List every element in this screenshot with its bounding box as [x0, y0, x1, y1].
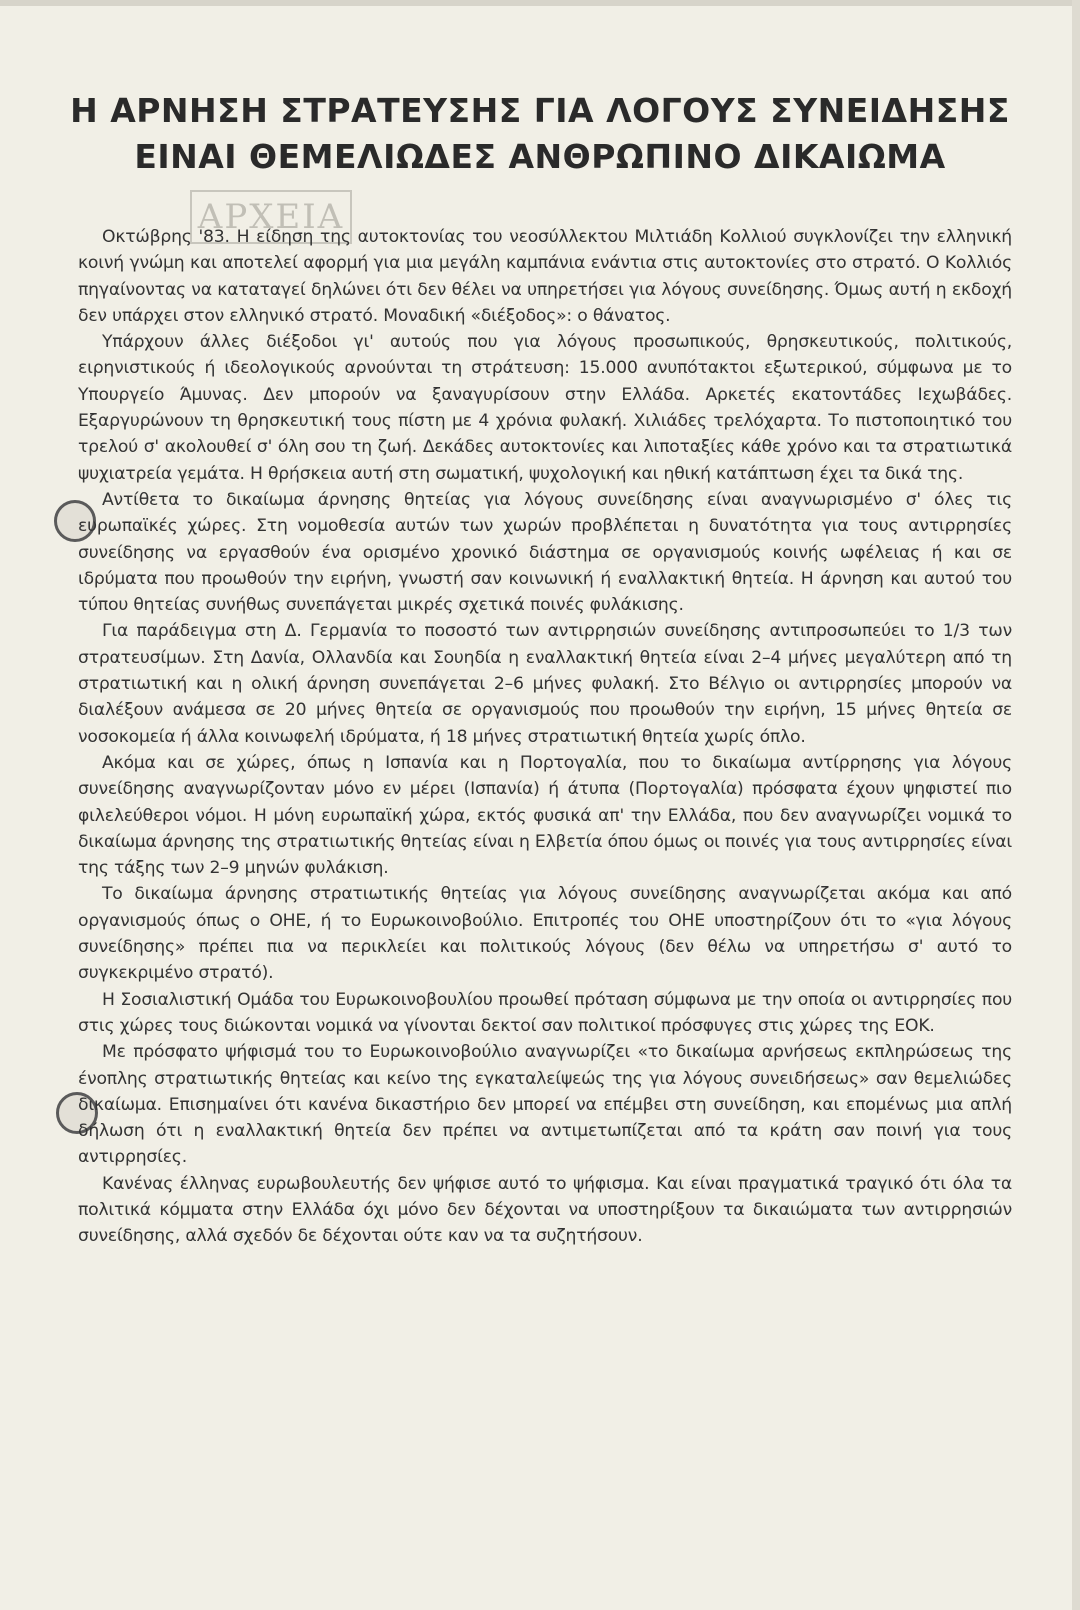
- paragraph: Με πρόσφατο ψήφισμά του το Ευρωκοινοβούλιο αναγνωρίζει «το δικαίωμα αρνήσεως εκπληρώσεως της ένοπλης στρατιωτικής θητείας και κείνο της εγκαταλείψεώς της για λόγους συνειδήσεως» σαν θεμελιώδες δικαίωμα. Επισημαίνει ότι κανένα δικαστήριο δεν μπορεί να επέμβει στη συνείδηση, και επομένως μια απλή δήλωση ότι η εναλλακτική θητεία δεν πρέπει να αντιμετωπίζεται από τα κράτη σαν ποινή για τους αντιρρησίες.: [78, 1042, 1012, 1168]
- paragraph: Το δικαίωμα άρνησης στρατιωτικής θητείας για λόγους συνείδησης αναγνωρίζεται ακόμα και από οργανισμούς όπως ο ΟΗΕ, ή το Ευρωκοινοβούλιο. Επιτροπές του ΟΗΕ υποστηρίζουν ότι το «για λόγους συνείδησης» πρέπει πια να περικλείει και πολιτικούς λόγους (δεν θέλω να υπηρετήσω σ' αυτό το συγκεκριμένο στρατό).: [78, 884, 1012, 984]
- paragraph: Η Σοσιαλιστική Ομάδα του Ευρωκοινοβουλίου προωθεί πρόταση σύμφωνα με την οποία οι αντιρρησίες που στις χώρες τους διώκονται νομικά να γίνονται δεκτοί σαν πολιτικοί πρόσφυγες στις χώρες της ΕΟΚ.: [78, 989, 1012, 1036]
- document-title: [60, 88, 1020, 180]
- paragraph: Υπάρχουν άλλες διέξοδοι γι' αυτούς που για λόγους προσωπικούς, θρησκευτικούς, πολιτικούς, ειρηνιστικούς ή ιδεολογικούς αρνούνται τη στράτευση: 15.000 ανυπότακτοι εξωτερικού, σύμφωνα με το Υπουργείο Άμυνας. Δεν μπορούν να ξαναγυρίσουν στην Ελλάδα. Αρκετές εκατοντάδες Ιεχωβάδες. Εξαργυρώνουν τη θρησκευτική τους πίστη με 4 χρόνια φυλακή. Χιλιάδες τρελόχαρτα. Το πιστοποιητικό του τρελού σ' ακολουθεί σ' όλη σου τη ζωή. Δεκάδες αυτοκτονίες και λιποταξίες κάθε χρόνο και τα στρατιωτικά ψυχιατρεία γεμάτα. Η θρήσκεια αυτή στη σωματική, ψυχολογική και ηθική κατάπτωση έχει τα δικά της.: [78, 332, 1012, 484]
- paragraph: Ακόμα και σε χώρες, όπως η Ισπανία και η Πορτογαλία, που το δικαίωμα αντίρρησης για λόγους συνείδησης αναγνωρίζονταν μόνο εν μέρει (Ισπανία) ή άτυπα (Πορτογαλία) πρόσφατα έχουν ψηφιστεί πιο φιλελεύθεροι νόμοι. Η μόνη ευρωπαϊκή χώρα, εκτός φυσικά απ' την Ελλάδα, που δεν αναγνωρίζει νομικά το δικαίωμα άρνησης της στρατιωτικής θητείας είναι η Ελβετία όπου όμως οι ποινές για τους αντιρρησίες είναι της τάξης των 2–9 μηνών φυλάκιση.: [78, 752, 1012, 879]
- title-line-1: Η ΑΡΝΗΣΗ ΣΤΡΑΤΕΥΣΗΣ ΓΙΑ ΛΟΓΟΥΣ ΣΥΝΕΙΔΗΣΗΣ: [70, 91, 1010, 130]
- archive-stamp: ΑΡΧΕΙΑ: [190, 190, 352, 244]
- page-top-edge: [0, 0, 1080, 6]
- paragraph: Κανένας έλληνας ευρωβουλευτής δεν ψήφισε αυτό το ψήφισμα. Και είναι πραγματικά τραγικό ότι όλα τα πολιτικά κόμματα στην Ελλάδα όχι μόνο δεν δέχονται να υποστηρίξουν τα δικαιώματα των αντιρρησιών συνείδησης, αλλά σχεδόν δε δέχονται ούτε καν να τα συζητήσουν.: [78, 1173, 1012, 1247]
- paragraph: Για παράδειγμα στη Δ. Γερμανία το ποσοστό των αντιρρησιών συνείδησης αντιπροσωπεύει το 1/3 των στρατευσίμων. Στη Δανία, Ολλανδία και Σουηδία η εναλλακτική θητεία είναι 2–4 μήνες μεγαλύτερη από τη στρατιωτική και η ολική άρνηση συνεπάγεται 2–6 μήνες φυλακή. Στο Βέλγιο οι αντιρρησίες μπορούν να διαλέξουν ανάμεσα σε 20 μήνες θητεία σε οργανισμούς που προωθούν την ειρήνη, 15 μήνες θητεία σε νοσοκομεία ή άλλα κοινωφελή ιδρύματα, ή 18 μήνες στρατιωτική θητεία χωρίς όπλο.: [78, 621, 1012, 747]
- title-line-2: ΕΙΝΑΙ ΘΕΜΕΛΙΩΔΕΣ ΑΝΘΡΩΠΙΝΟ ΔΙΚΑΙΩΜΑ: [134, 137, 946, 176]
- article-body: [78, 224, 1012, 1250]
- paragraph: Αντίθετα το δικαίωμα άρνησης θητείας για λόγους συνείδησης είναι αναγνωρισμένο σ' όλες τις ευρωπαϊκές χώρες. Στη νομοθεσία αυτών των χωρών προβλέπεται η δυνατότητα για τους αντιρρησίες συνείδησης να εργασθούν ένα ορισμένο χρονικό διάστημα σε οργανισμούς κοινής ωφέλειας ή και σε ιδρύματα που προωθούν την ειρήνη, γνωστή σαν κοινωνική ή εναλλακτική θητεία. Η άρνηση και αυτού του τύπου θητείας συνήθως συνεπάγεται μικρές σχετικά ποινές φυλάκισης.: [78, 489, 1012, 616]
- page-right-edge: [1072, 0, 1080, 1610]
- paragraph: Οκτώβρης '83. Η είδηση της αυτοκτονίας του νεοσύλλεκτου Μιλτιάδη Κολλιού συγκλονίζει την ελληνική κοινή γνώμη και αποτελεί αφορμή για μια μεγάλη καμπάνια ενάντια στις αυτοκτονίες στο στρατό. Ο Κολλιός πηγαίνοντας να καταταγεί δηλώνει ότι δεν θέλει να υπηρετήσει για λόγους συνείδησης. Όμως αυτή η εκδοχή δεν υπάρχει στον ελληνικό στρατό. Μοναδική «διέξοδος»: ο θάνατος.: [78, 227, 1012, 326]
